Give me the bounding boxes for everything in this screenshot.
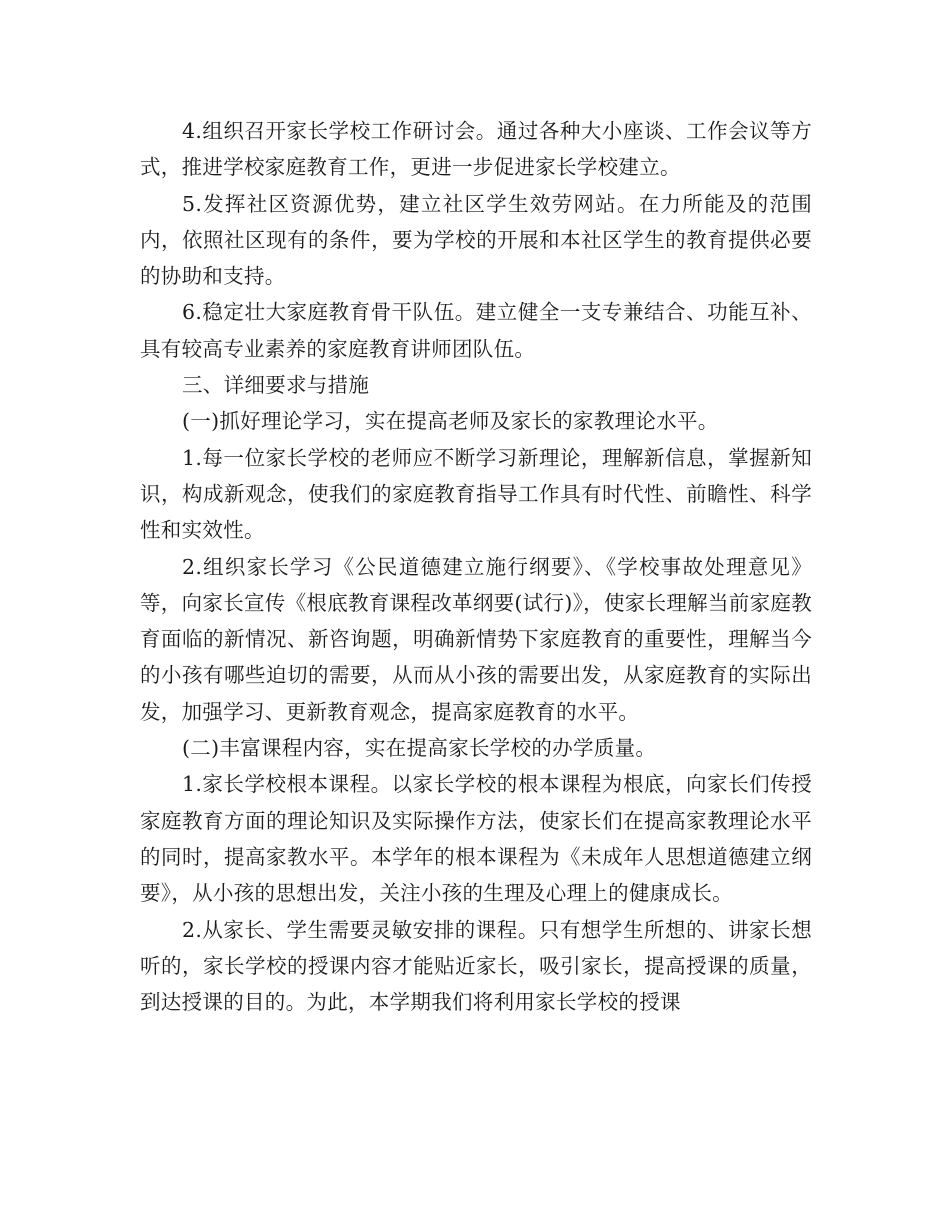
paragraph-theory-2: 2.组织家长学习《公民道德建立施行纲要》、《学校事故处理意见》等，向家长宣传《根底教育课程改革纲要(试行)》，使家长理解当前家庭教育面临的新情况、新咨询题，明确新情势下家庭教育的重要性，理解当今的小孩有哪些迫切的需要，从而从小孩的需要出发，从家庭教育的实际出发，加强学习、更新教育观念，提高家庭教育的水平。 (140, 554, 812, 724)
section-heading-three: 三、详细要求与措施 (182, 373, 370, 398)
paragraph-course-1: 1.家长学校根本课程。以家长学校的根本课程为根底，向家长们传授家庭教育方面的理论知识及实际操作方法，使家长们在提高家教理论水平的同时，提高家教水平。本学年的根本课程为《未成年人思想道德建立纲要》，从小孩的思想出发，关注小孩的生理及心理上的健康成长。 (140, 772, 812, 906)
subsection-heading-two: (二)丰富课程内容，实在提高家长学校的办学质量。 (182, 736, 657, 761)
paragraph-theory-1: 1.每一位家长学校的老师应不断学习新理论，理解新信息，掌握新知识，构成新观念，使我们的家庭教育指导工作具有时代性、前瞻性、科学性和实效性。 (140, 445, 812, 543)
paragraph-course-2: 2.从家长、学生需要灵敏安排的课程。只有想学生所想的、讲家长想听的，家长学校的授课内容才能贴近家长，吸引家长，提高授课的质量，到达授课的目的。为此，本学期我们将利用家长学校的授课 (140, 917, 812, 1015)
subsection-heading-one: (一)抓好理论学习，实在提高老师及家长的家教理论水平。 (182, 409, 719, 434)
paragraph-item-4: 4.组织召开家长学校工作研讨会。通过各种大小座谈、工作会议等方式，推进学校家庭教育工作，更进一步促进家长学校建立。 (140, 119, 812, 180)
paragraph-item-5: 5.发挥社区资源优势，建立社区学生效劳网站。在力所能及的范围内，依照社区现有的条件，要为学校的开展和本社区学生的教育提供必要的协助和支持。 (140, 191, 812, 289)
paragraph-item-6: 6.稳定壮大家庭教育骨干队伍。建立健全一支专兼结合、功能互补、具有较高专业素养的家庭教育讲师团队伍。 (140, 300, 812, 361)
document-body (140, 113, 812, 1020)
